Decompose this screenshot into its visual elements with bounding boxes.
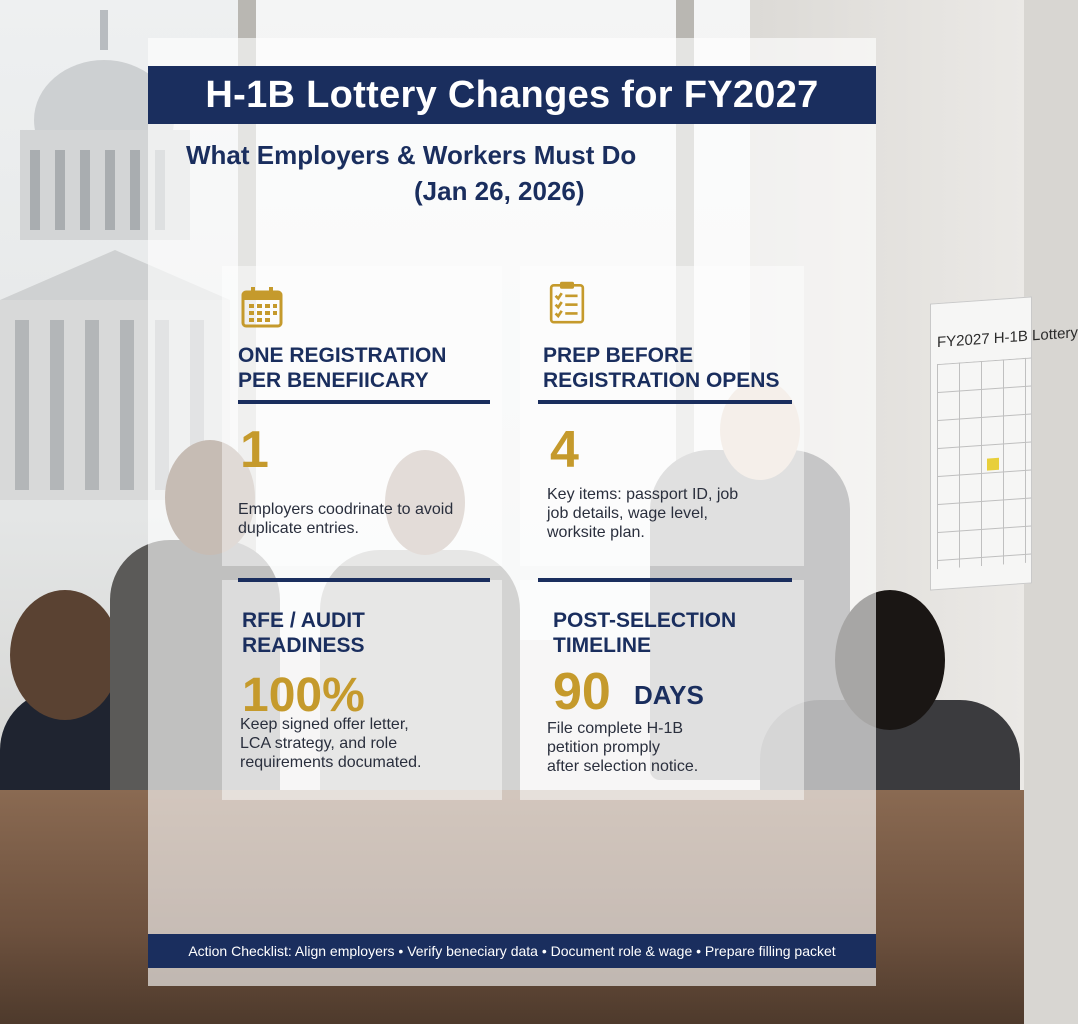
card-title: ONE REGISTRATION PER BENEFIICARY bbox=[238, 344, 447, 392]
card-divider bbox=[538, 400, 792, 404]
publish-date: (Jan 26, 2026) bbox=[414, 176, 585, 206]
page-subtitle: What Employers & Workers Must Do bbox=[186, 140, 637, 170]
card-description: Key items: passport ID, job job details, wage level, worksite plan. bbox=[547, 486, 739, 541]
wall-calendar-grid bbox=[937, 358, 1031, 570]
wall-calendar-highlight bbox=[987, 458, 999, 471]
clipboard-checklist-icon bbox=[545, 280, 589, 324]
page-title: H-1B Lottery Changes for FY2027 bbox=[148, 66, 876, 124]
card-description: Employers coodrinate to avoid duplicate entries. bbox=[238, 501, 454, 537]
calendar-icon bbox=[240, 285, 284, 329]
card-value-unit: DAYS bbox=[634, 680, 704, 710]
person-head bbox=[10, 590, 120, 720]
card-value: 1 bbox=[240, 421, 269, 479]
action-checklist-footer: Action Checklist: Align employers • Verify beneciary data • Document role & wage • Prepare filling packet bbox=[148, 934, 876, 968]
card-divider bbox=[238, 578, 490, 582]
card-title: PREP BEFORE REGISTRATION OPENS bbox=[543, 344, 780, 392]
card-description: Keep signed offer letter, LCA strategy, and role requirements documated. bbox=[240, 716, 422, 771]
card-title: RFE / AUDIT READINESS bbox=[242, 609, 365, 657]
card-description: File complete H-1B petition promply after selection notice. bbox=[547, 720, 699, 775]
wall-calendar bbox=[930, 296, 1078, 590]
card-value: 90 bbox=[553, 663, 611, 721]
card-divider bbox=[238, 400, 490, 404]
card-title: POST-SELECTION TIMELINE bbox=[553, 609, 737, 657]
card-value: 100% bbox=[242, 669, 365, 722]
card-divider bbox=[538, 578, 792, 582]
wall-calendar-title: FY2027 H-1B Lottery bbox=[937, 324, 1078, 352]
card-value: 4 bbox=[550, 421, 579, 479]
